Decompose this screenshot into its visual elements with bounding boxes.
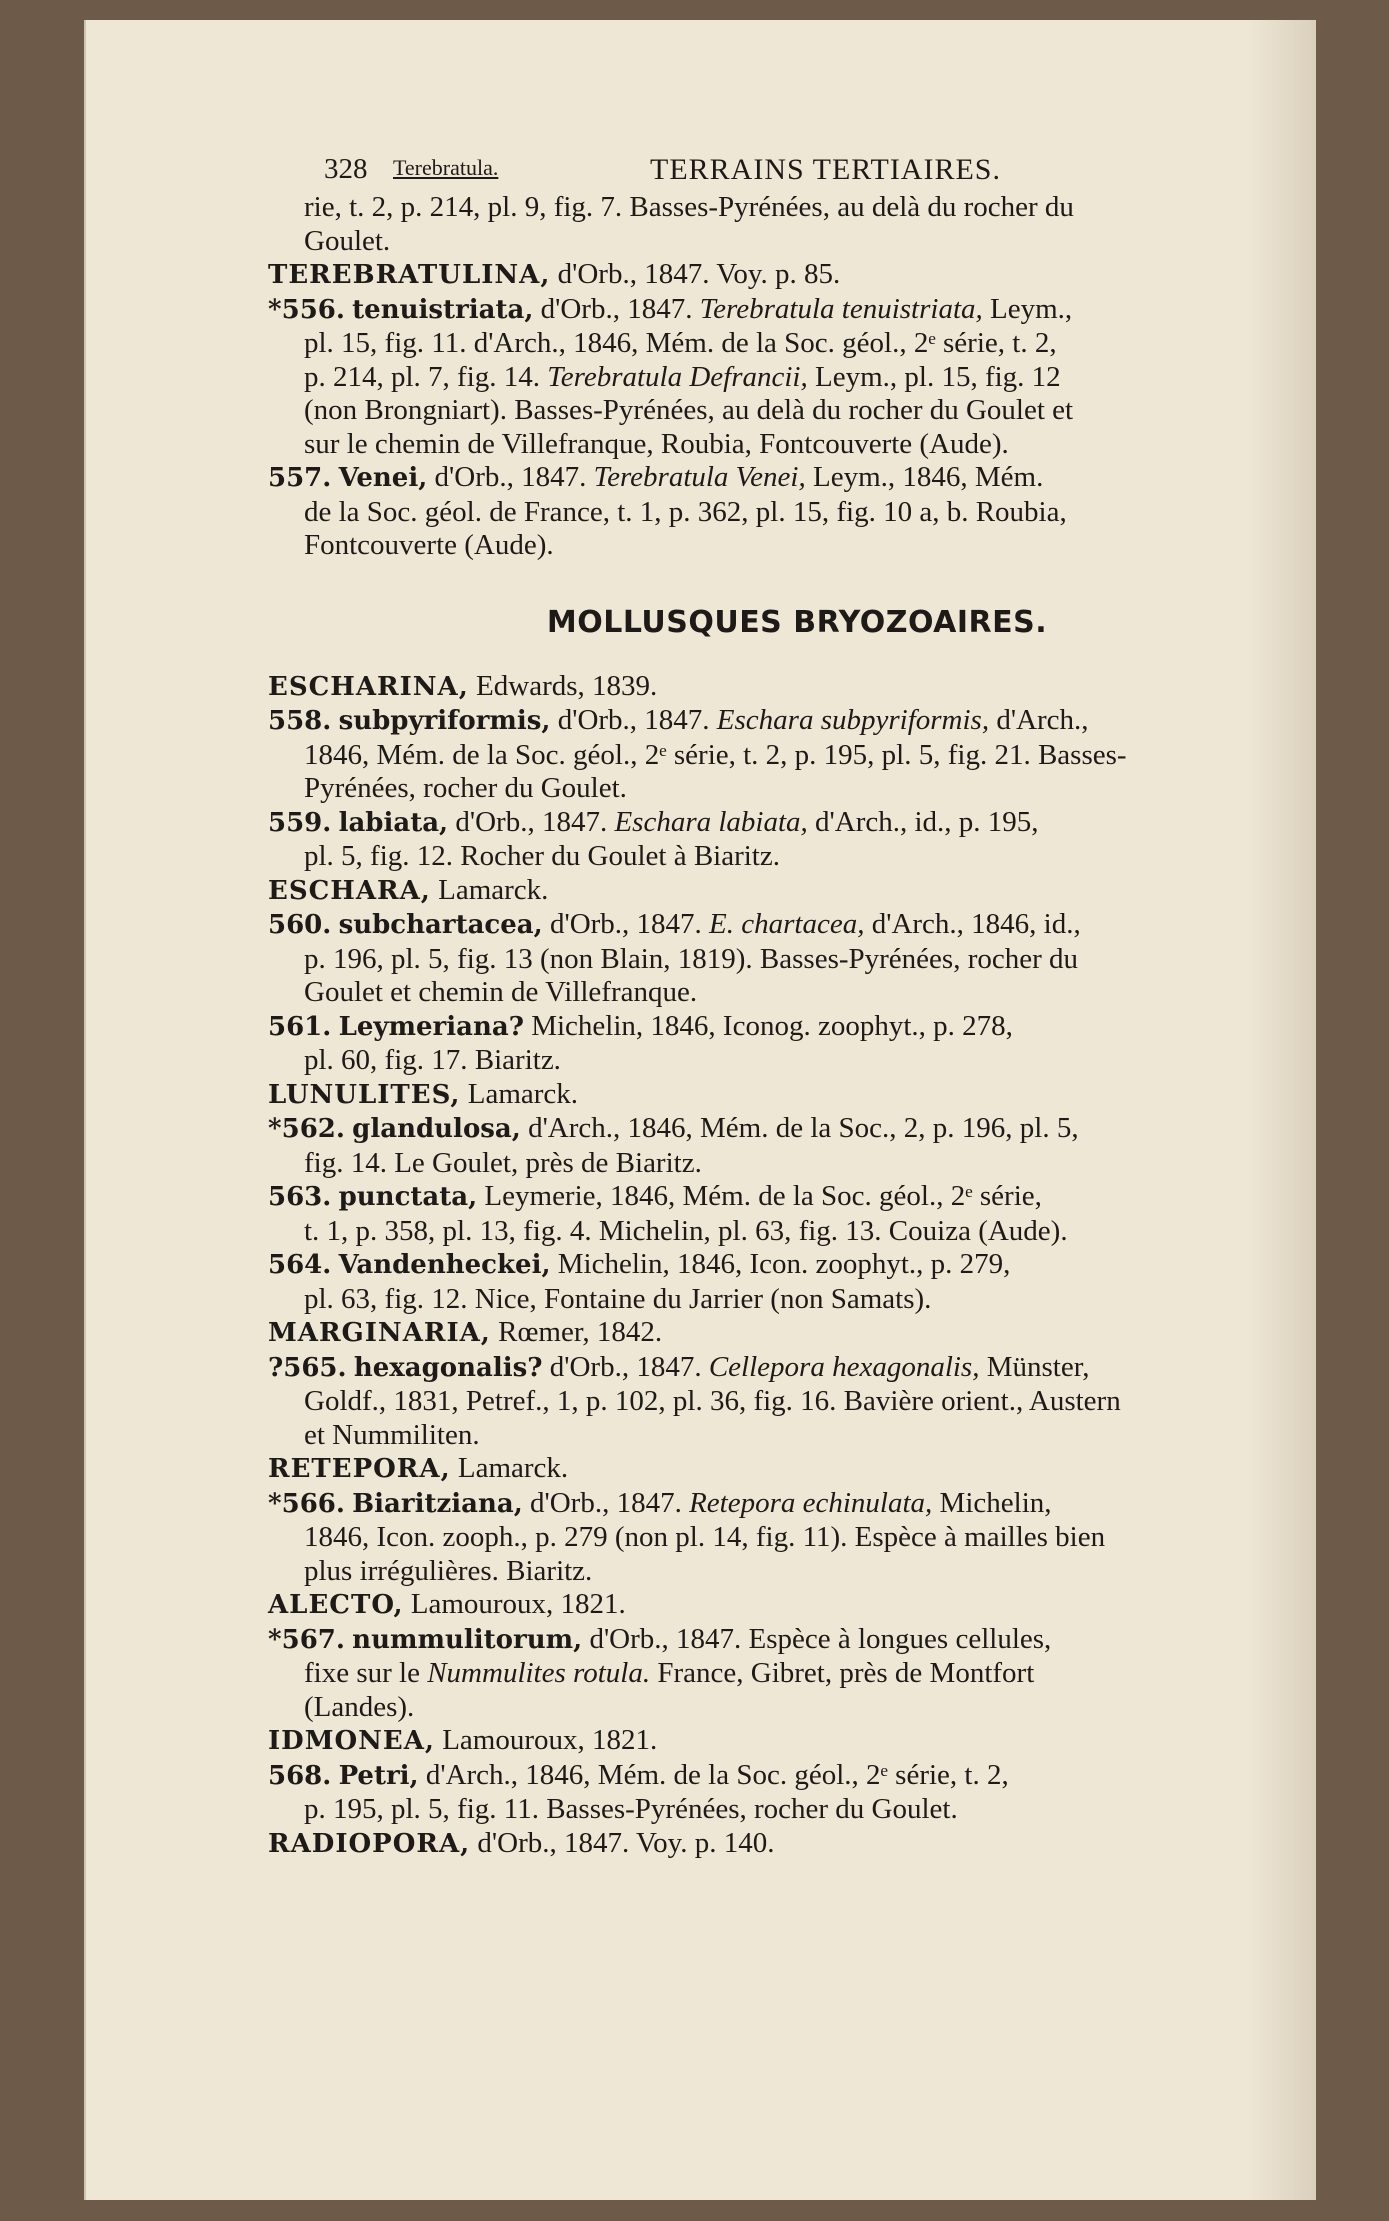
continuation-line <box>268 1555 1326 1589</box>
species-name: subpyriformis, <box>338 706 551 736</box>
entry-number: ?565. <box>268 1352 347 1383</box>
entry-text: t. 1, p. 358, pl. 13, fig. 4. Michelin, pl. 63, fig. 13. Couiza (Aude). <box>304 1214 1068 1247</box>
entry-text: p. 195, pl. 5, fig. 11. Basses-Pyrénées, rocher du Goulet. <box>304 1793 958 1825</box>
entry-text: Pyrénées, rocher du Goulet. <box>304 772 627 804</box>
continuation-line <box>268 1385 1326 1419</box>
continuation-line <box>268 361 1326 395</box>
entry-text: Michelin, <box>932 1486 1052 1519</box>
synonym-italic: Nummulites rotula. <box>427 1657 651 1689</box>
genus-line <box>268 1316 1326 1351</box>
synonym-italic: Retepora echinulata, <box>689 1486 933 1519</box>
entry-text: pl. 60, fig. 17. Biaritz. <box>304 1044 561 1076</box>
species-name: Leymeriana? <box>338 1011 524 1042</box>
continuation-line <box>268 428 1326 462</box>
entry-text: pl. 63, fig. 12. Nice, Fontaine du Jarrier (non Samats). <box>304 1282 932 1315</box>
entry-text: Fontcouverte (Aude). <box>304 529 554 561</box>
continuation-line <box>268 1283 1326 1317</box>
genus-name: ALECTO, <box>268 1590 404 1620</box>
running-header <box>268 143 1326 191</box>
entry-text: fig. 14. Le Goulet, près de Biaritz. <box>304 1146 702 1179</box>
entry-number: 564. <box>268 1250 332 1280</box>
continuation-line <box>268 1521 1326 1555</box>
entry-number: *567. <box>268 1624 345 1655</box>
continuation-line <box>268 529 1326 563</box>
entry-number: *562. <box>268 1114 345 1144</box>
section-heading: MOLLUSQUES BRYOZOAIRES. <box>546 604 1048 640</box>
entry-text: d'Arch., <box>989 704 1089 736</box>
genus-line <box>268 1078 1326 1113</box>
continuation-line <box>268 225 1326 259</box>
continuation-line <box>268 1215 1326 1249</box>
entry-text: Michelin, 1846, Icon. zoophyt., p. 279, <box>550 1248 1011 1280</box>
synonym-italic: Terebratula Defrancii, <box>547 360 808 393</box>
species-name: tenuistriata, <box>352 294 534 325</box>
entry-text: d'Arch., 1846, Mém. de la Soc. géol., 2ᵉ série, t. 2, <box>418 1758 1009 1791</box>
continuation-line <box>268 496 1326 530</box>
synonym-italic: E. chartacea, <box>709 908 865 940</box>
species-name: Venei, <box>338 463 428 493</box>
species-entry <box>268 1180 1326 1215</box>
genus-line <box>268 1827 1326 1862</box>
entry-number: 568. <box>268 1760 332 1791</box>
genus-line <box>268 1588 1326 1623</box>
species-entry <box>268 1010 1326 1045</box>
continuation-line <box>268 327 1326 361</box>
genus-line <box>268 258 1326 293</box>
genus-name: LUNULITES, <box>268 1079 461 1110</box>
entry-number: 557. <box>268 463 332 493</box>
genus-line <box>268 874 1326 909</box>
entry-text: pl. 5, fig. 12. Rocher du Goulet à Biaritz. <box>304 840 780 872</box>
entries-block-terebratulina <box>268 191 1326 563</box>
synonym-italic: Cellepora hexagonalis, <box>708 1350 980 1383</box>
continuation-line <box>268 840 1326 874</box>
entry-text: 1846, Mém. de la Soc. géol., 2ᵉ série, t. 2, p. 195, pl. 5, fig. 21. Basses- <box>304 738 1127 771</box>
entry-text: et Nummiliten. <box>304 1418 480 1451</box>
entry-text: d'Arch., id., p. 195, <box>807 805 1039 838</box>
species-name: Vandenheckei, <box>338 1250 551 1280</box>
genus-author: Lamouroux, 1821. <box>403 1588 626 1620</box>
genus-line <box>268 670 1326 705</box>
entry-text: d'Orb., 1847. <box>448 805 615 838</box>
genus-author: d'Orb., 1847. Voy. p. 85. <box>550 258 841 290</box>
entry-text: Leym., <box>982 292 1073 325</box>
entry-number: *566. <box>268 1488 345 1519</box>
species-entry <box>268 461 1326 496</box>
continuation-line <box>268 943 1326 977</box>
genus-author: d'Orb., 1847. Voy. p. 140. <box>470 1826 775 1859</box>
genus-line <box>268 1724 1326 1759</box>
entry-text: fixe sur le <box>304 1657 428 1689</box>
genus-name: TEREBRATULINA, <box>268 260 551 290</box>
genus-author: Lamarck. <box>450 1452 569 1484</box>
continuation-line <box>268 191 1326 225</box>
continuation-line <box>268 1793 1326 1827</box>
species-name: subchartacea, <box>338 910 543 940</box>
entry-text: d'Orb., 1847. <box>522 1486 690 1519</box>
species-entry <box>268 1248 1326 1283</box>
entry-text: rie, t. 2, p. 214, pl. 9, fig. 7. Basses-Pyrénées, au delà du rocher du <box>304 191 1074 223</box>
entry-text: Michelin, 1846, Iconog. zoophyt., p. 278, <box>523 1009 1013 1042</box>
genus-name: RETEPORA, <box>268 1454 451 1484</box>
section-label: Terebratula. <box>393 155 499 180</box>
entry-number: *556. <box>268 294 345 325</box>
continuation-line <box>268 1044 1326 1078</box>
entry-text: d'Arch., 1846, id., <box>864 908 1081 940</box>
genus-line <box>268 1452 1326 1487</box>
entry-text: (Landes). <box>304 1690 415 1723</box>
species-entry <box>268 1112 1326 1147</box>
species-entry <box>268 1623 1326 1658</box>
continuation-line <box>268 1419 1326 1453</box>
synonym-italic: Eschara subpyriformis, <box>716 704 990 736</box>
entry-number: 560. <box>268 910 332 940</box>
page-text <box>268 143 1326 1861</box>
species-entry <box>268 806 1326 841</box>
genus-name: ESCHARINA, <box>268 671 469 702</box>
continuation-line <box>268 772 1326 806</box>
genus-author: Edwards, 1839. <box>468 669 658 702</box>
entry-text: d'Orb., 1847. Espèce à longues cellules, <box>582 1622 1052 1655</box>
species-name: hexagonalis? <box>353 1352 543 1383</box>
genus-name: IDMONEA, <box>268 1726 435 1756</box>
page-title: TERRAINS TERTIAIRES. <box>650 153 1001 186</box>
entry-text: d'Orb., 1847. <box>542 1350 709 1383</box>
entry-text: Münster, <box>979 1350 1090 1383</box>
species-entry <box>268 1487 1326 1522</box>
entry-text: d'Orb., 1847. <box>542 908 710 940</box>
continuation-line <box>268 1657 1326 1691</box>
species-entry <box>268 704 1326 739</box>
species-entry <box>268 908 1326 943</box>
continuation-line <box>268 976 1326 1010</box>
entry-text: (non Brongniart). Basses-Pyrénées, au delà du rocher du Goulet et <box>304 394 1074 426</box>
entry-text: d'Orb., 1847. <box>550 704 717 736</box>
synonym-italic: Terebratula tenuistriata, <box>699 292 983 325</box>
species-name: punctata, <box>338 1182 478 1212</box>
entry-number: 558. <box>268 706 332 736</box>
page-number: 328 <box>324 153 368 185</box>
genus-author: Lamouroux, 1821. <box>434 1724 658 1756</box>
entry-number: 563. <box>268 1182 332 1212</box>
genus-author: Lamarck. <box>430 873 549 906</box>
species-name: nummulitorum, <box>352 1624 583 1655</box>
genus-author: Lamarck. <box>460 1077 579 1110</box>
entry-text: sur le chemin de Villefranque, Roubia, Fontcouverte (Aude). <box>304 427 1009 460</box>
species-entry <box>268 293 1326 328</box>
genus-name: ESCHARA, <box>268 875 431 906</box>
entry-number: 559. <box>268 807 332 838</box>
entry-text: 1846, Icon. zooph., p. 279 (non pl. 14, fig. 11). Espèce à mailles bien <box>304 1521 1106 1553</box>
entry-text: de la Soc. géol. de France, t. 1, p. 362, pl. 15, fig. 10 a, b. Roubia, <box>304 495 1067 528</box>
entry-text: Leym., pl. 15, fig. 12 <box>807 360 1061 393</box>
continuation-line <box>268 394 1326 428</box>
entry-text: d'Orb., 1847. <box>533 292 700 325</box>
entry-number: 561. <box>268 1011 332 1042</box>
entry-text: p. 214, pl. 7, fig. 14. <box>304 360 548 393</box>
genus-name: MARGINARIA, <box>268 1318 491 1348</box>
species-entry <box>268 1351 1326 1386</box>
entry-text: pl. 15, fig. 11. d'Arch., 1846, Mém. de la Soc. géol., 2ᵉ série, t. 2, <box>304 327 1057 359</box>
synonym-italic: Terebratula Venei, <box>593 461 806 493</box>
entry-text: p. 196, pl. 5, fig. 13 (non Blain, 1819). Basses-Pyrénées, rocher du <box>304 942 1079 975</box>
book-page <box>84 20 1316 2200</box>
entry-text: Leymerie, 1846, Mém. de la Soc. géol., 2ᵉ série, <box>477 1180 1042 1212</box>
continuation-line <box>268 1691 1326 1725</box>
entry-text: France, Gibret, près de Montfort <box>650 1657 1035 1689</box>
synonym-italic: Eschara labiata, <box>614 805 808 838</box>
genus-author: Rœmer, 1842. <box>490 1316 663 1348</box>
entry-text: Leym., 1846, Mém. <box>805 461 1044 493</box>
entry-text: Goldf., 1831, Petref., 1, p. 102, pl. 36, fig. 16. Bavière orient., Austern <box>304 1385 1121 1417</box>
species-name: Biaritziana, <box>352 1488 523 1519</box>
entry-text: d'Orb., 1847. <box>427 461 594 493</box>
genus-name: RADIOPORA, <box>268 1828 471 1859</box>
species-name: Petri, <box>338 1760 419 1791</box>
entries-block-bryozoaires <box>268 670 1326 1862</box>
continuation-line <box>268 1147 1326 1181</box>
species-name: labiata, <box>338 807 449 838</box>
species-name: glandulosa, <box>352 1114 521 1144</box>
continuation-line <box>268 739 1326 773</box>
entry-text: plus irrégulières. Biaritz. <box>304 1554 593 1587</box>
entry-text: Goulet et chemin de Villefranque. <box>304 976 698 1008</box>
species-entry <box>268 1759 1326 1794</box>
entry-text: Goulet. <box>304 224 391 257</box>
entry-text: d'Arch., 1846, Mém. de la Soc., 2, p. 196, pl. 5, <box>520 1112 1079 1144</box>
